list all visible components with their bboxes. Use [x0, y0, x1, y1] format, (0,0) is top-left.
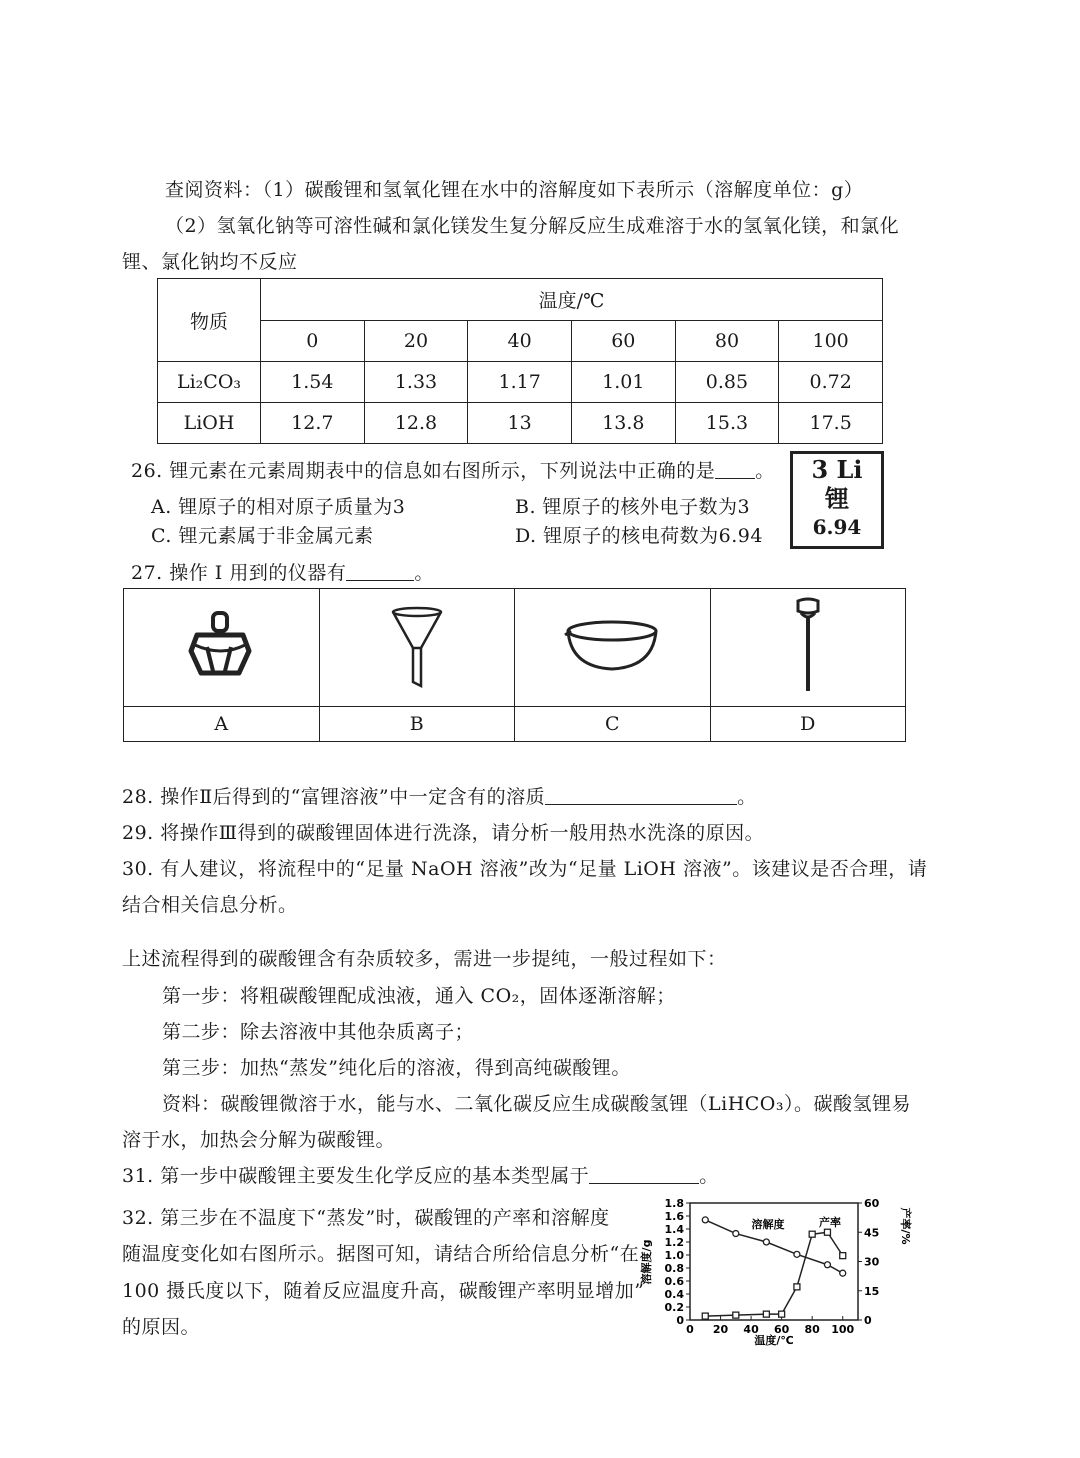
- alcohol-lamp-icon: [181, 605, 261, 685]
- q27-text: 27. 操作 I 用到的仪器有: [131, 562, 347, 584]
- value-cell: 12.7: [261, 403, 365, 444]
- yield-point: [840, 1253, 846, 1259]
- value-cell: 1.33: [364, 362, 468, 403]
- x-tick-label: 0: [686, 1323, 694, 1336]
- purification-step-2: 第二步：除去溶液中其他杂质离子；: [162, 1021, 475, 1043]
- y-left-tick-label: 0.4: [664, 1288, 684, 1301]
- y-right-tick-label: 15: [864, 1284, 880, 1298]
- temp-cell: 20: [364, 320, 468, 362]
- q28-text: 28. 操作Ⅱ后得到的“富锂溶液”中一定含有的溶质: [122, 786, 546, 808]
- instrument-c-cell: [515, 589, 711, 707]
- value-cell: 15.3: [675, 403, 779, 444]
- question-28: [122, 784, 757, 810]
- purification-intro: 上述流程得到的碳酸锂含有杂质较多，需进一步提纯，一般过程如下：: [122, 948, 727, 970]
- temperature-header: 温度/℃: [261, 279, 883, 321]
- question-27-stem: [131, 560, 434, 586]
- temp-cell: 0: [261, 320, 365, 362]
- y-left-tick-label: 1.8: [664, 1197, 684, 1210]
- element-number-symbol: 3 Li: [811, 455, 863, 484]
- instrument-label: B: [319, 707, 515, 742]
- solubility-point: [824, 1262, 830, 1268]
- solubility-point: [794, 1251, 800, 1257]
- question-32-line-2: 随温度变化如右图所示。据图可知，请结合所给信息分析“在: [122, 1243, 640, 1265]
- answer-blank-27[interactable]: [346, 560, 414, 581]
- x-tick-label: 60: [773, 1323, 790, 1336]
- solubility-point: [763, 1239, 769, 1245]
- solubility-point: [702, 1217, 708, 1223]
- temp-cell: 60: [571, 320, 675, 362]
- purification-step-3: 第三步：加热“蒸发”纯化后的溶液，得到高纯碳酸锂。: [162, 1057, 631, 1079]
- q26-option-a: A. 锂原子的相对原子质量为3: [151, 496, 406, 518]
- x-tick-label: 80: [804, 1323, 820, 1336]
- row-name: LiOH: [158, 403, 261, 444]
- y-left-tick-label: 1.6: [664, 1210, 684, 1223]
- evaporating-dish-icon: [557, 615, 667, 675]
- yield-point: [779, 1311, 785, 1317]
- y-right-axis-label: 产率/%: [899, 1207, 912, 1245]
- q31-text: 31. 第一步中碳酸锂主要发生化学反应的基本类型属于: [122, 1165, 590, 1187]
- y-left-tick-label: 1.2: [664, 1236, 684, 1249]
- purification-info-2: 溶于水，加热会分解为碳酸锂。: [122, 1129, 396, 1151]
- y-left-tick-label: 1.4: [664, 1223, 684, 1236]
- solubility-point: [840, 1270, 846, 1276]
- funnel-icon: [377, 600, 457, 690]
- yield-solubility-chart: [640, 1190, 920, 1350]
- instrument-label: C: [515, 707, 711, 742]
- solubility-legend-label: 溶解度: [751, 1218, 785, 1231]
- purification-info-1: 资料：碳酸锂微溶于水，能与水、二氧化碳反应生成碳酸氢锂（LiHCO₃）。碳酸氢锂易: [162, 1093, 911, 1115]
- value-cell: 1.01: [571, 362, 675, 403]
- temp-cell: 100: [779, 320, 883, 362]
- value-cell: 0.85: [675, 362, 779, 403]
- yield-point: [733, 1312, 739, 1318]
- reference-line-1: 查阅资料：（1）碳酸锂和氢氧化锂在水中的溶解度如下表所示（溶解度单位：g）: [165, 179, 864, 201]
- solubility-point: [733, 1231, 739, 1237]
- instrument-d-cell: [710, 589, 906, 707]
- combustion-spoon-icon: [788, 595, 828, 695]
- y-right-tick-label: 60: [864, 1197, 880, 1210]
- y-left-axis-label: 溶解度/g: [640, 1239, 653, 1285]
- question-31: [122, 1163, 719, 1189]
- q28-end: 。: [737, 786, 757, 808]
- y-left-tick-label: 0.6: [664, 1275, 684, 1288]
- q31-end: 。: [699, 1165, 719, 1187]
- value-cell: 1.17: [468, 362, 572, 403]
- x-tick-label: 100: [831, 1323, 855, 1336]
- yield-point: [809, 1231, 815, 1237]
- q27-end: 。: [414, 562, 434, 584]
- reference-line-3: 锂、氯化钠均不反应: [122, 251, 298, 273]
- element-name: 锂: [825, 484, 849, 513]
- yield-point: [702, 1313, 708, 1319]
- answer-blank-31[interactable]: [589, 1163, 699, 1184]
- answer-blank-26[interactable]: [715, 458, 755, 479]
- yield-point: [763, 1311, 769, 1317]
- substance-header: 物质: [158, 279, 261, 362]
- instrument-label: D: [710, 707, 906, 742]
- question-29: 29. 将操作Ⅲ得到的碳酸锂固体进行洗涤，请分析一般用热水洗涤的原因。: [122, 822, 765, 844]
- instrument-table: [123, 588, 906, 742]
- x-tick-label: 40: [743, 1323, 759, 1336]
- q26-end: 。: [755, 460, 775, 482]
- y-left-tick-label: 0.8: [664, 1262, 684, 1275]
- row-name: Li₂CO₃: [158, 362, 261, 403]
- question-30-line-1: 30. 有人建议，将流程中的“足量 NaOH 溶液”改为“足量 LiOH 溶液”。该建议是否合理，请: [122, 858, 928, 880]
- solubility-table: [157, 278, 883, 444]
- value-cell: 12.8: [364, 403, 468, 444]
- q26-option-d: D. 锂原子的核电荷数为6.94: [515, 525, 763, 547]
- instrument-a-cell: [124, 589, 320, 707]
- lithium-element-card: [790, 451, 884, 549]
- purification-step-1: 第一步：将粗碳酸锂配成浊液，通入 CO₂，固体逐渐溶解；: [162, 985, 676, 1007]
- table-row: [158, 403, 883, 444]
- value-cell: 1.54: [261, 362, 365, 403]
- temp-cell: 80: [675, 320, 779, 362]
- temp-cell: 40: [468, 320, 572, 362]
- value-cell: 13.8: [571, 403, 675, 444]
- q26-text: 26. 锂元素在元素周期表中的信息如右图所示，下列说法中正确的是: [131, 460, 716, 482]
- y-left-tick-label: 1.0: [664, 1249, 684, 1262]
- table-row: [158, 362, 883, 403]
- y-left-tick-label: 0.2: [664, 1301, 684, 1314]
- x-tick-label: 20: [712, 1323, 729, 1336]
- y-right-tick-label: 0: [864, 1314, 872, 1327]
- x-axis-label: 温度/℃: [754, 1334, 794, 1347]
- reference-line-2: （2）氢氧化钠等可溶性碱和氯化镁发生复分解反应生成难溶于水的氢氧化镁，和氯化: [165, 215, 900, 237]
- y-left-tick-label: 0: [676, 1314, 684, 1327]
- q26-option-c: C. 锂元素属于非金属元素: [151, 525, 374, 547]
- value-cell: 0.72: [779, 362, 883, 403]
- value-cell: 17.5: [779, 403, 883, 444]
- yield-point: [824, 1229, 830, 1235]
- instrument-label: A: [124, 707, 320, 742]
- question-30-line-2: 结合相关信息分析。: [122, 894, 298, 916]
- question-32-line-3: 100 摄氏度以下，随着反应温度升高，碳酸锂产率明显增加”: [122, 1280, 645, 1302]
- y-right-tick-label: 45: [864, 1226, 880, 1240]
- value-cell: 13: [468, 403, 572, 444]
- q26-option-b: B. 锂原子的核外电子数为3: [515, 496, 751, 518]
- question-26-stem: [131, 458, 775, 484]
- answer-blank-28[interactable]: [545, 784, 737, 805]
- yield-legend-label: 产率: [819, 1216, 841, 1229]
- question-32-line-4: 的原因。: [122, 1316, 201, 1338]
- y-right-tick-label: 30: [864, 1255, 880, 1269]
- yield-point: [794, 1284, 800, 1290]
- question-32-line-1: 32. 第三步在不温度下“蒸发”时，碳酸锂的产率和溶解度: [122, 1207, 610, 1229]
- instrument-b-cell: [319, 589, 515, 707]
- element-mass: 6.94: [812, 515, 862, 539]
